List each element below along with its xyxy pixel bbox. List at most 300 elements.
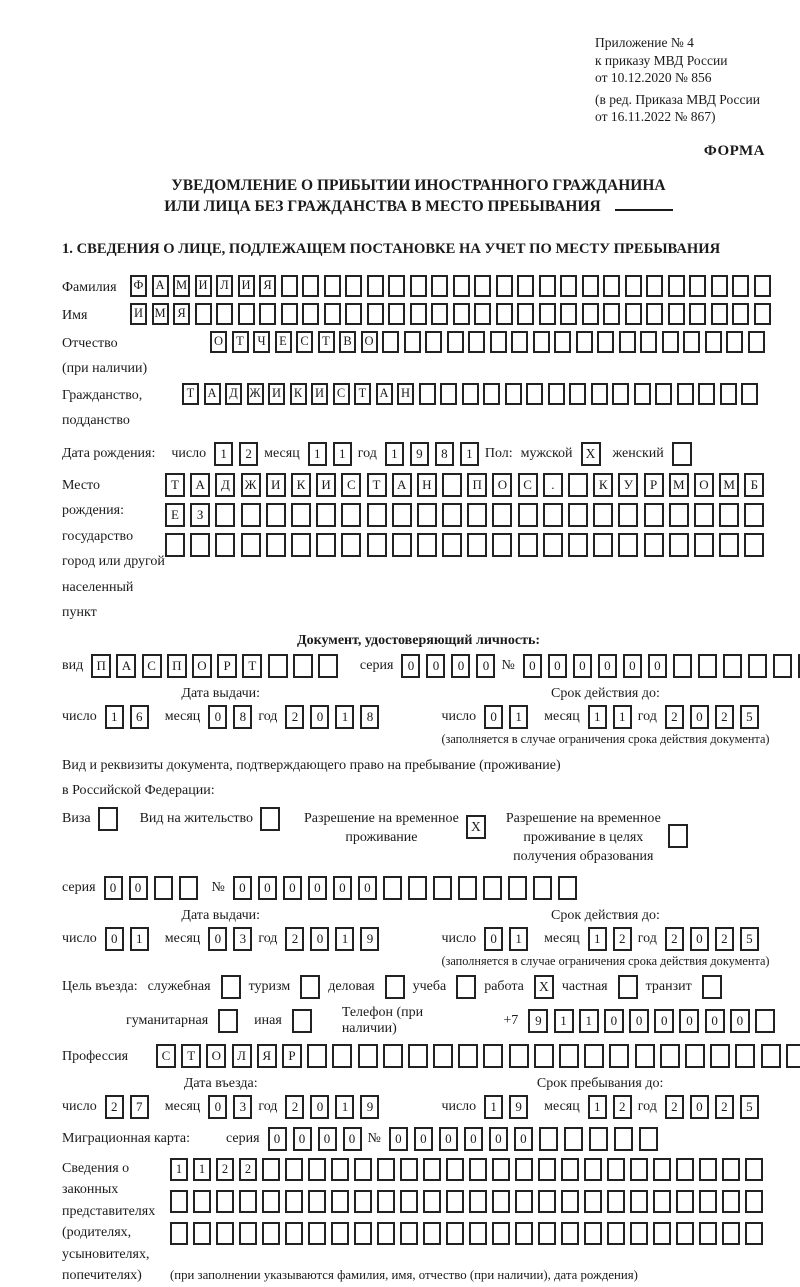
char-cell[interactable] (676, 1222, 694, 1245)
char-cell[interactable] (417, 533, 437, 557)
purpose-humanitarian-checkbox[interactable] (218, 1009, 238, 1033)
char-cell[interactable] (533, 876, 552, 900)
char-cell[interactable] (383, 876, 402, 900)
char-cell[interactable] (408, 876, 427, 900)
char-cell[interactable] (609, 1044, 629, 1068)
char-cell[interactable] (446, 1190, 464, 1213)
char-cell[interactable] (291, 533, 311, 557)
char-cell[interactable] (754, 303, 771, 325)
char-cell[interactable]: О (206, 1044, 226, 1068)
char-cell[interactable] (262, 1222, 280, 1245)
char-cell[interactable]: 0 (293, 1127, 312, 1151)
char-cell[interactable]: Е (165, 503, 185, 527)
char-cell[interactable]: 2 (665, 927, 684, 951)
char-cell[interactable] (307, 1044, 327, 1068)
char-cell[interactable] (469, 1158, 487, 1181)
char-cell[interactable] (711, 275, 728, 297)
char-cell[interactable] (677, 383, 694, 405)
char-cell[interactable]: И (130, 303, 147, 325)
char-cell[interactable] (618, 503, 638, 527)
char-cell[interactable] (582, 275, 599, 297)
char-cell[interactable]: 1 (170, 1158, 188, 1181)
char-cell[interactable] (408, 1044, 428, 1068)
char-cell[interactable]: 1 (588, 927, 607, 951)
char-cell[interactable] (722, 1158, 740, 1181)
char-cell[interactable]: 0 (318, 1127, 337, 1151)
char-cell[interactable] (515, 1190, 533, 1213)
char-cell[interactable]: 0 (484, 927, 503, 951)
char-cell[interactable] (241, 533, 261, 557)
char-cell[interactable] (388, 275, 405, 297)
char-cell[interactable] (377, 1158, 395, 1181)
char-cell[interactable]: 0 (414, 1127, 433, 1151)
char-cell[interactable] (492, 1222, 510, 1245)
char-cell[interactable]: П (467, 473, 487, 497)
char-cell[interactable] (259, 303, 276, 325)
char-cell[interactable] (689, 275, 706, 297)
char-cell[interactable]: А (116, 654, 136, 678)
char-cell[interactable] (446, 1222, 464, 1245)
char-cell[interactable] (748, 331, 765, 353)
char-cell[interactable]: Б (744, 473, 764, 497)
char-cell[interactable] (492, 533, 512, 557)
char-cell[interactable]: И (268, 383, 285, 405)
char-cell[interactable]: 2 (665, 1095, 684, 1119)
char-cell[interactable] (694, 503, 714, 527)
char-cell[interactable] (382, 331, 399, 353)
char-cell[interactable]: 5 (740, 1095, 759, 1119)
char-cell[interactable] (593, 503, 613, 527)
char-cell[interactable] (331, 1222, 349, 1245)
char-cell[interactable] (392, 533, 412, 557)
char-cell[interactable]: 2 (239, 442, 258, 466)
char-cell[interactable] (442, 533, 462, 557)
char-cell[interactable] (630, 1222, 648, 1245)
char-cell[interactable]: Л (232, 1044, 252, 1068)
char-cell[interactable] (241, 503, 261, 527)
char-cell[interactable]: К (290, 383, 307, 405)
char-cell[interactable]: 1 (554, 1009, 574, 1033)
char-cell[interactable] (683, 331, 700, 353)
char-cell[interactable] (582, 303, 599, 325)
char-cell[interactable] (262, 1190, 280, 1213)
char-cell[interactable]: . (543, 473, 563, 497)
char-cell[interactable]: 0 (730, 1009, 750, 1033)
char-cell[interactable]: Н (397, 383, 414, 405)
char-cell[interactable] (341, 533, 361, 557)
char-cell[interactable] (467, 503, 487, 527)
char-cell[interactable]: А (204, 383, 221, 405)
char-cell[interactable]: О (192, 654, 212, 678)
char-cell[interactable]: 1 (105, 705, 124, 729)
char-cell[interactable]: 2 (613, 1095, 632, 1119)
char-cell[interactable] (308, 1158, 326, 1181)
char-cell[interactable] (719, 503, 739, 527)
char-cell[interactable]: 0 (573, 654, 592, 678)
char-cell[interactable] (400, 1190, 418, 1213)
char-cell[interactable] (433, 1044, 453, 1068)
char-cell[interactable] (453, 275, 470, 297)
char-cell[interactable]: 1 (588, 705, 607, 729)
char-cell[interactable]: 2 (613, 927, 632, 951)
char-cell[interactable] (216, 1222, 234, 1245)
char-cell[interactable] (388, 303, 405, 325)
char-cell[interactable]: 3 (233, 1095, 252, 1119)
char-cell[interactable] (446, 1158, 464, 1181)
sex-female-checkbox[interactable] (672, 442, 692, 466)
char-cell[interactable] (505, 383, 522, 405)
char-cell[interactable] (517, 303, 534, 325)
char-cell[interactable] (216, 303, 233, 325)
char-cell[interactable]: 2 (285, 927, 304, 951)
char-cell[interactable]: 0 (654, 1009, 674, 1033)
char-cell[interactable]: 0 (629, 1009, 649, 1033)
char-cell[interactable] (732, 303, 749, 325)
char-cell[interactable] (745, 1190, 763, 1213)
char-cell[interactable] (190, 533, 210, 557)
char-cell[interactable] (558, 876, 577, 900)
char-cell[interactable]: 0 (310, 705, 329, 729)
char-cell[interactable]: 1 (335, 705, 354, 729)
char-cell[interactable]: 0 (598, 654, 617, 678)
char-cell[interactable]: 1 (460, 442, 479, 466)
char-cell[interactable] (400, 1158, 418, 1181)
char-cell[interactable] (538, 1190, 556, 1213)
char-cell[interactable]: 0 (283, 876, 302, 900)
char-cell[interactable] (377, 1190, 395, 1213)
char-cell[interactable] (634, 383, 651, 405)
char-cell[interactable] (560, 303, 577, 325)
char-cell[interactable] (526, 383, 543, 405)
char-cell[interactable]: 1 (484, 1095, 503, 1119)
char-cell[interactable] (291, 503, 311, 527)
char-cell[interactable] (655, 383, 672, 405)
char-cell[interactable] (584, 1222, 602, 1245)
char-cell[interactable]: Т (182, 383, 199, 405)
char-cell[interactable] (496, 275, 513, 297)
char-cell[interactable] (597, 331, 614, 353)
char-cell[interactable] (458, 876, 477, 900)
char-cell[interactable] (345, 303, 362, 325)
char-cell[interactable] (440, 383, 457, 405)
char-cell[interactable]: К (291, 473, 311, 497)
char-cell[interactable] (561, 1190, 579, 1213)
char-cell[interactable]: С (142, 654, 162, 678)
char-cell[interactable]: 0 (310, 927, 329, 951)
char-cell[interactable] (400, 1222, 418, 1245)
char-cell[interactable]: М (152, 303, 169, 325)
char-cell[interactable] (392, 503, 412, 527)
char-cell[interactable] (293, 654, 313, 678)
char-cell[interactable] (285, 1190, 303, 1213)
char-cell[interactable] (331, 1158, 349, 1181)
char-cell[interactable]: М (173, 275, 190, 297)
char-cell[interactable] (517, 275, 534, 297)
char-cell[interactable]: О (694, 473, 714, 497)
rvp-checkbox[interactable]: X (466, 815, 486, 839)
char-cell[interactable] (561, 1158, 579, 1181)
char-cell[interactable]: Ж (241, 473, 261, 497)
char-cell[interactable] (324, 275, 341, 297)
char-cell[interactable]: А (376, 383, 393, 405)
char-cell[interactable]: С (518, 473, 538, 497)
char-cell[interactable] (474, 275, 491, 297)
char-cell[interactable]: Т (318, 331, 335, 353)
char-cell[interactable]: 1 (214, 442, 233, 466)
char-cell[interactable] (538, 1158, 556, 1181)
char-cell[interactable] (710, 1044, 730, 1068)
char-cell[interactable] (266, 503, 286, 527)
char-cell[interactable] (467, 533, 487, 557)
char-cell[interactable]: Я (173, 303, 190, 325)
char-cell[interactable] (515, 1158, 533, 1181)
char-cell[interactable]: 0 (623, 654, 642, 678)
char-cell[interactable] (689, 303, 706, 325)
char-cell[interactable] (423, 1190, 441, 1213)
char-cell[interactable]: Р (282, 1044, 302, 1068)
char-cell[interactable] (318, 654, 338, 678)
char-cell[interactable] (568, 503, 588, 527)
char-cell[interactable] (442, 503, 462, 527)
char-cell[interactable]: 8 (360, 705, 379, 729)
char-cell[interactable] (239, 1190, 257, 1213)
char-cell[interactable]: 1 (130, 927, 149, 951)
char-cell[interactable] (165, 533, 185, 557)
char-cell[interactable]: 0 (476, 654, 495, 678)
char-cell[interactable] (640, 331, 657, 353)
char-cell[interactable] (285, 1158, 303, 1181)
purpose-official-checkbox[interactable] (221, 975, 241, 999)
char-cell[interactable]: 5 (740, 927, 759, 951)
char-cell[interactable] (548, 383, 565, 405)
char-cell[interactable]: 0 (451, 654, 470, 678)
char-cell[interactable] (745, 1222, 763, 1245)
char-cell[interactable]: А (190, 473, 210, 497)
char-cell[interactable] (584, 1190, 602, 1213)
char-cell[interactable] (453, 303, 470, 325)
char-cell[interactable]: У (618, 473, 638, 497)
char-cell[interactable]: К (593, 473, 613, 497)
char-cell[interactable]: 0 (268, 1127, 287, 1151)
char-cell[interactable] (741, 383, 758, 405)
char-cell[interactable] (726, 331, 743, 353)
char-cell[interactable]: 0 (690, 1095, 709, 1119)
purpose-transit-checkbox[interactable] (702, 975, 722, 999)
char-cell[interactable]: 7 (130, 1095, 149, 1119)
char-cell[interactable]: Е (275, 331, 292, 353)
char-cell[interactable]: 8 (435, 442, 454, 466)
char-cell[interactable]: Ж (247, 383, 264, 405)
char-cell[interactable] (508, 876, 527, 900)
char-cell[interactable] (699, 1158, 717, 1181)
char-cell[interactable] (711, 303, 728, 325)
char-cell[interactable]: 0 (208, 1095, 227, 1119)
char-cell[interactable] (635, 1044, 655, 1068)
char-cell[interactable] (331, 1190, 349, 1213)
char-cell[interactable]: 0 (464, 1127, 483, 1151)
char-cell[interactable]: Я (259, 275, 276, 297)
char-cell[interactable]: Д (225, 383, 242, 405)
char-cell[interactable]: Ч (253, 331, 270, 353)
char-cell[interactable]: 2 (105, 1095, 124, 1119)
char-cell[interactable] (262, 1158, 280, 1181)
char-cell[interactable] (720, 383, 737, 405)
char-cell[interactable]: Т (242, 654, 262, 678)
char-cell[interactable]: 8 (233, 705, 252, 729)
char-cell[interactable] (744, 503, 764, 527)
char-cell[interactable]: 0 (690, 927, 709, 951)
char-cell[interactable] (354, 1222, 372, 1245)
char-cell[interactable] (302, 275, 319, 297)
rvp-education-checkbox[interactable] (668, 824, 688, 848)
char-cell[interactable] (653, 1158, 671, 1181)
char-cell[interactable]: С (341, 473, 361, 497)
char-cell[interactable] (644, 503, 664, 527)
purpose-other-checkbox[interactable] (292, 1009, 312, 1033)
char-cell[interactable] (492, 1190, 510, 1213)
purpose-tourism-checkbox[interactable] (300, 975, 320, 999)
char-cell[interactable] (745, 1158, 763, 1181)
char-cell[interactable] (591, 383, 608, 405)
char-cell[interactable]: 0 (105, 927, 124, 951)
char-cell[interactable] (483, 876, 502, 900)
char-cell[interactable]: 1 (385, 442, 404, 466)
char-cell[interactable] (539, 1127, 558, 1151)
char-cell[interactable] (603, 275, 620, 297)
char-cell[interactable] (417, 503, 437, 527)
char-cell[interactable] (625, 303, 642, 325)
char-cell[interactable] (699, 1190, 717, 1213)
char-cell[interactable] (511, 331, 528, 353)
char-cell[interactable]: Н (417, 473, 437, 497)
char-cell[interactable]: 5 (740, 705, 759, 729)
char-cell[interactable] (216, 1190, 234, 1213)
char-cell[interactable] (266, 533, 286, 557)
char-cell[interactable]: И (195, 275, 212, 297)
char-cell[interactable] (614, 1127, 633, 1151)
char-cell[interactable]: Т (354, 383, 371, 405)
char-cell[interactable] (431, 303, 448, 325)
char-cell[interactable]: С (156, 1044, 176, 1068)
char-cell[interactable] (533, 331, 550, 353)
char-cell[interactable] (668, 275, 685, 297)
char-cell[interactable] (653, 1222, 671, 1245)
char-cell[interactable]: 0 (333, 876, 352, 900)
char-cell[interactable]: 0 (648, 654, 667, 678)
purpose-work-checkbox[interactable]: X (534, 975, 554, 999)
char-cell[interactable]: В (339, 331, 356, 353)
char-cell[interactable] (618, 533, 638, 557)
char-cell[interactable] (316, 503, 336, 527)
char-cell[interactable] (669, 533, 689, 557)
char-cell[interactable] (281, 303, 298, 325)
char-cell[interactable]: 0 (401, 654, 420, 678)
char-cell[interactable]: 9 (360, 1095, 379, 1119)
char-cell[interactable] (474, 303, 491, 325)
char-cell[interactable]: 2 (285, 1095, 304, 1119)
char-cell[interactable]: 3 (233, 927, 252, 951)
char-cell[interactable]: 0 (389, 1127, 408, 1151)
purpose-business-checkbox[interactable] (385, 975, 405, 999)
char-cell[interactable] (410, 275, 427, 297)
sex-male-checkbox[interactable]: X (581, 442, 601, 466)
char-cell[interactable]: 2 (715, 927, 734, 951)
char-cell[interactable] (607, 1158, 625, 1181)
char-cell[interactable]: 0 (489, 1127, 508, 1151)
char-cell[interactable]: 2 (665, 705, 684, 729)
char-cell[interactable] (761, 1044, 781, 1068)
char-cell[interactable] (625, 275, 642, 297)
char-cell[interactable] (483, 1044, 503, 1068)
char-cell[interactable] (723, 654, 742, 678)
char-cell[interactable] (425, 331, 442, 353)
char-cell[interactable] (468, 331, 485, 353)
char-cell[interactable] (518, 503, 538, 527)
char-cell[interactable] (607, 1190, 625, 1213)
purpose-private-checkbox[interactable] (618, 975, 638, 999)
char-cell[interactable] (469, 1190, 487, 1213)
char-cell[interactable]: 1 (193, 1158, 211, 1181)
char-cell[interactable] (483, 383, 500, 405)
char-cell[interactable]: А (152, 275, 169, 297)
char-cell[interactable] (324, 303, 341, 325)
char-cell[interactable]: 0 (523, 654, 542, 678)
char-cell[interactable] (433, 876, 452, 900)
char-cell[interactable] (554, 331, 571, 353)
char-cell[interactable] (383, 1044, 403, 1068)
char-cell[interactable] (492, 1158, 510, 1181)
char-cell[interactable]: 6 (130, 705, 149, 729)
char-cell[interactable]: 2 (285, 705, 304, 729)
char-cell[interactable] (699, 1222, 717, 1245)
char-cell[interactable] (735, 1044, 755, 1068)
char-cell[interactable] (341, 503, 361, 527)
char-cell[interactable]: Я (257, 1044, 277, 1068)
char-cell[interactable] (662, 331, 679, 353)
char-cell[interactable]: Ф (130, 275, 147, 297)
char-cell[interactable] (589, 1127, 608, 1151)
char-cell[interactable]: П (167, 654, 187, 678)
char-cell[interactable]: 9 (360, 927, 379, 951)
char-cell[interactable]: 1 (308, 442, 327, 466)
char-cell[interactable] (568, 533, 588, 557)
char-cell[interactable]: 1 (588, 1095, 607, 1119)
char-cell[interactable]: 1 (335, 1095, 354, 1119)
char-cell[interactable]: М (719, 473, 739, 497)
char-cell[interactable] (447, 331, 464, 353)
char-cell[interactable] (419, 383, 436, 405)
char-cell[interactable]: 2 (216, 1158, 234, 1181)
char-cell[interactable] (559, 1044, 579, 1068)
char-cell[interactable]: Р (644, 473, 664, 497)
char-cell[interactable] (639, 1127, 658, 1151)
char-cell[interactable]: 1 (509, 705, 528, 729)
char-cell[interactable]: И (316, 473, 336, 497)
char-cell[interactable] (619, 331, 636, 353)
char-cell[interactable] (607, 1222, 625, 1245)
char-cell[interactable] (698, 654, 717, 678)
char-cell[interactable]: 1 (509, 927, 528, 951)
char-cell[interactable] (281, 275, 298, 297)
char-cell[interactable]: Т (181, 1044, 201, 1068)
char-cell[interactable] (786, 1044, 800, 1068)
char-cell[interactable] (534, 1044, 554, 1068)
char-cell[interactable] (676, 1158, 694, 1181)
char-cell[interactable]: 0 (358, 876, 377, 900)
char-cell[interactable] (653, 1190, 671, 1213)
residence-permit-checkbox[interactable] (260, 807, 280, 831)
char-cell[interactable] (354, 1190, 372, 1213)
